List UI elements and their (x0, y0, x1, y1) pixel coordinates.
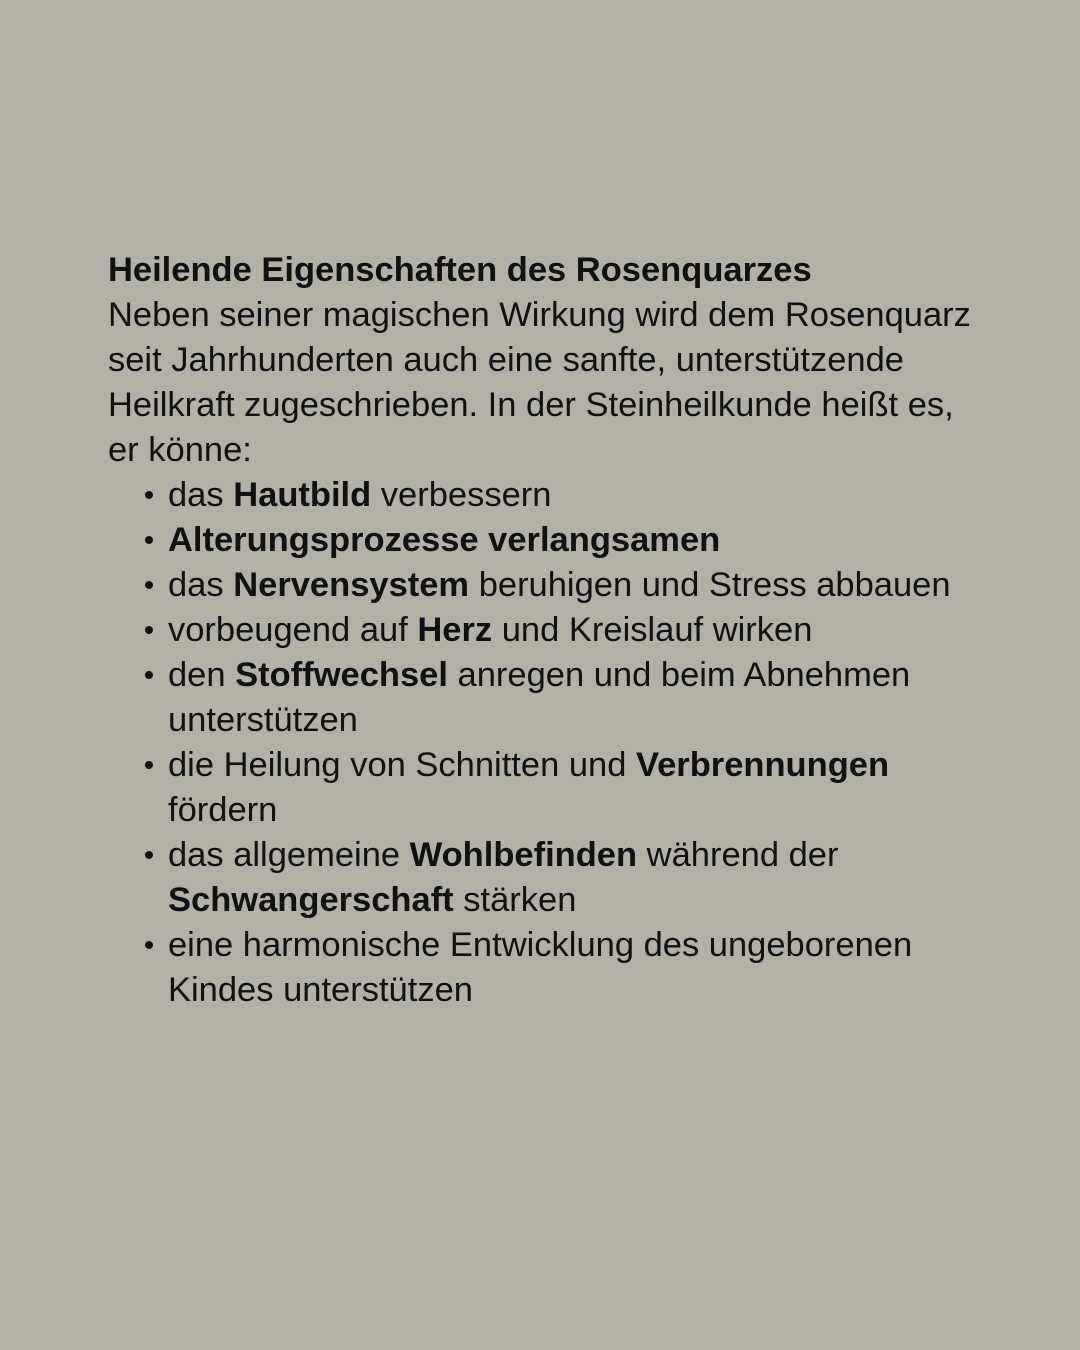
bullet-icon (139, 563, 159, 608)
emphasis: Verbrennungen (636, 746, 890, 784)
text-block (108, 248, 988, 1013)
list-item (108, 518, 988, 563)
list-item: das allgemeine Wohlbefinden während der Schwangerschaft stärken (108, 833, 988, 923)
intro-paragraph: Neben seiner magischen Wirkung wird dem Rosenquarz seit Jahrhunderten auch eine sanfte, unterstützende Heilkraft zugeschrieben. In der Steinheilkunde heißt es, er könne: (108, 296, 971, 469)
emphasis: Stoffwechsel (235, 656, 448, 694)
list-item: vorbeugend auf Herz und Kreislauf wirken (108, 608, 988, 653)
bullet-icon (139, 473, 159, 518)
emphasis: Wohlbefinden (409, 836, 638, 874)
bullet-icon (139, 653, 159, 698)
emphasis: Nervensystem (233, 566, 470, 604)
list-item: die Heilung von Schnitten und Verbrennungen fördern (108, 743, 988, 833)
emphasis: Alterungsprozesse verlangsamen (168, 521, 721, 559)
bullet-icon (139, 608, 159, 653)
list-item: den Stoffwechsel anregen und beim Abnehmen unterstützen (108, 653, 988, 743)
emphasis: Herz (417, 611, 493, 649)
bullet-icon (139, 923, 159, 968)
list-item: das Hautbild verbessern (108, 473, 988, 518)
bullet-icon (139, 743, 159, 788)
bullet-icon (139, 833, 159, 878)
heading: Heilende Eigenschaften des Rosenquarzes (108, 251, 812, 289)
list-item: eine harmonische Entwicklung des ungeborenen Kindes unterstützen (108, 923, 988, 1013)
benefits-list (108, 473, 988, 1013)
bullet-icon (139, 518, 159, 563)
emphasis: Hautbild (233, 476, 372, 514)
list-item: das Nervensystem beruhigen und Stress abbauen (108, 563, 988, 608)
emphasis: Schwangerschaft (168, 881, 454, 919)
